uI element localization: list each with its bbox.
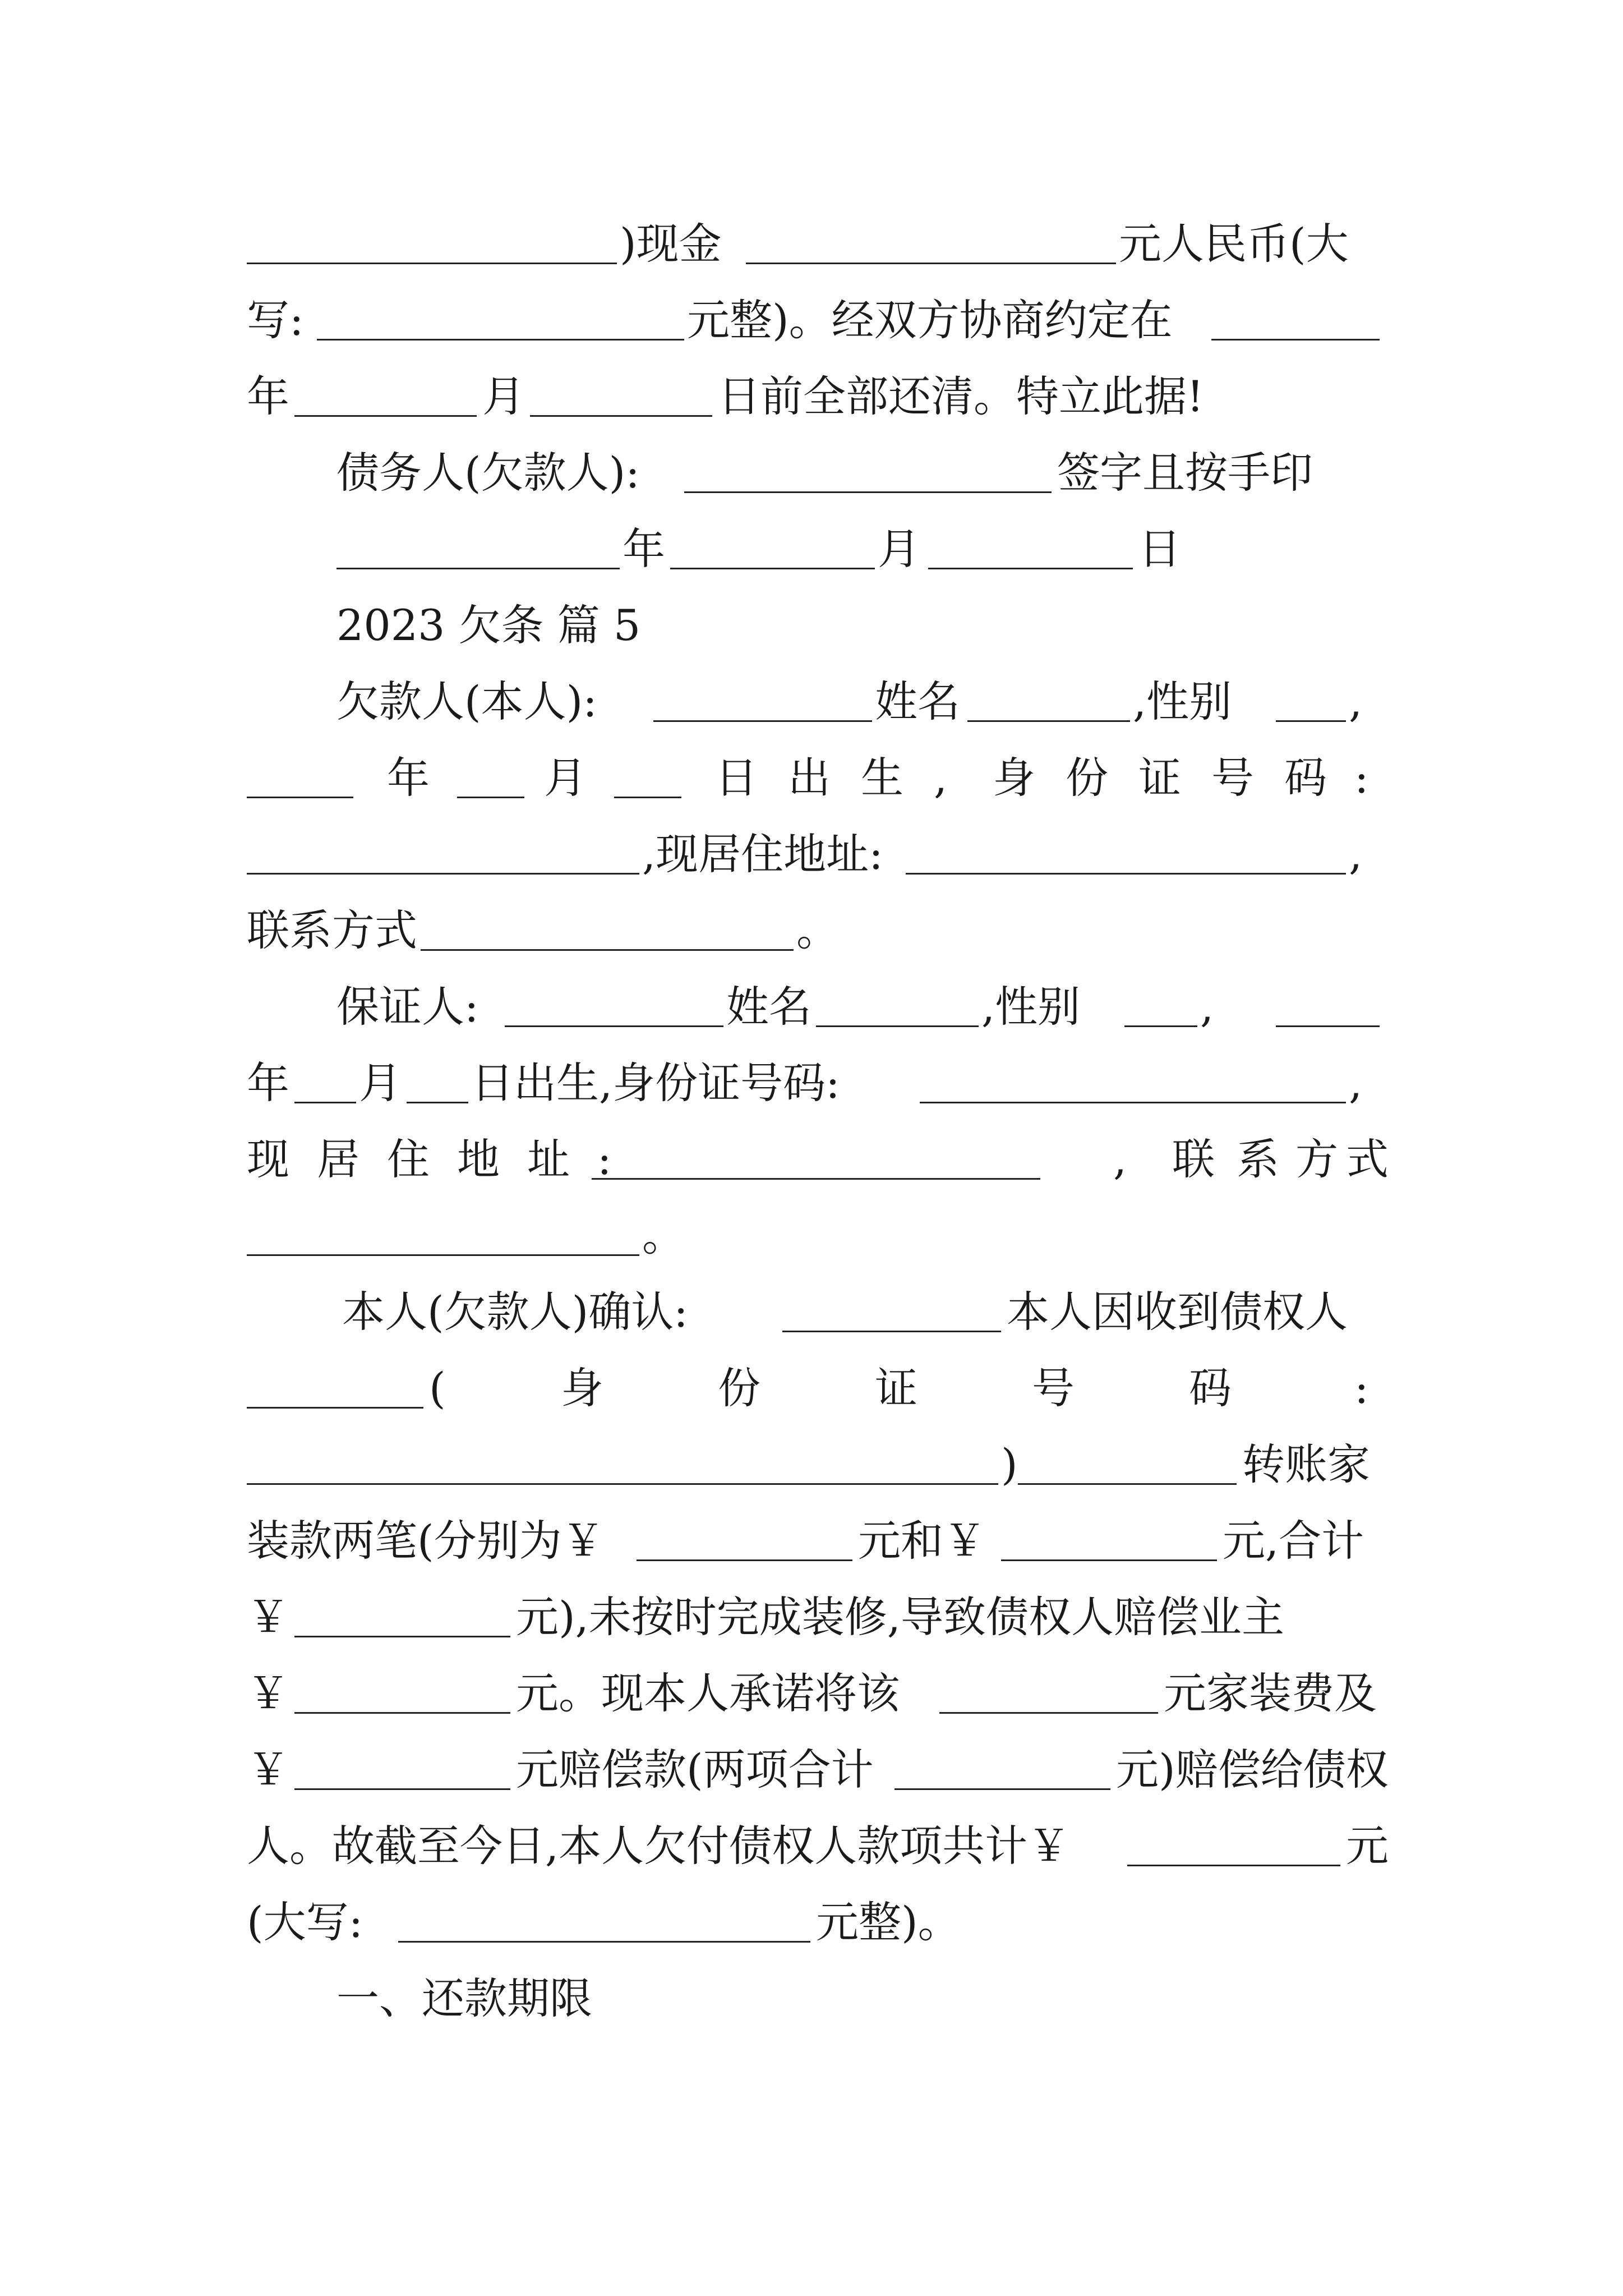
text-segment: 份 (1066, 753, 1108, 803)
text-segment: 元),未按时完成装修,导致债权人赔偿业主 (516, 1592, 1284, 1642)
fill-blank (421, 949, 794, 951)
text-segment: 份 (718, 1363, 760, 1413)
text-line (247, 366, 1380, 427)
fill-blank (614, 797, 681, 798)
text-segment: ,性别 (981, 982, 1081, 1032)
text-line (247, 900, 1380, 961)
fill-blank (457, 797, 524, 798)
text-segment: 元,合计 (1223, 1516, 1364, 1566)
fill-blank (247, 263, 617, 264)
text-segment: , (1349, 1058, 1363, 1108)
text-segment: 址 (527, 1134, 570, 1184)
text-segment: 元赔偿款(两项合计 (516, 1745, 874, 1795)
text-segment: , (1349, 677, 1363, 726)
text-segment: ￥ (247, 1668, 289, 1718)
fill-blank (317, 339, 684, 341)
text-segment: 。 (642, 1211, 685, 1260)
fill-blank (336, 568, 620, 569)
text-segment: 元)赔偿给债权 (1116, 1745, 1389, 1795)
fill-blank (1018, 1483, 1237, 1485)
text-segment: 式 (1346, 1134, 1389, 1184)
section-heading: 2023 欠条 篇 5 (336, 600, 641, 650)
fill-blank (1276, 1025, 1380, 1027)
text-segment: : (1354, 1363, 1369, 1413)
text-segment: 证 (1138, 753, 1181, 803)
text-segment: 码 (1284, 753, 1327, 803)
text-segment: : (1354, 753, 1369, 803)
text-segment: 住 (387, 1134, 430, 1184)
fill-blank (247, 1254, 639, 1256)
fill-blank (920, 1102, 1346, 1103)
fill-blank (782, 1331, 1001, 1332)
text-line (247, 1739, 1389, 1801)
text-segment: ￥ (247, 1745, 289, 1795)
text-segment: 年 (247, 1058, 289, 1108)
text-segment: 姓名 (875, 677, 960, 726)
fill-blank (294, 1636, 510, 1637)
text-segment: , (934, 753, 948, 803)
text-line (247, 213, 1380, 275)
fill-blank (1001, 1559, 1217, 1561)
text-segment: 号 (1032, 1363, 1075, 1413)
text-segment: 年 (247, 371, 289, 421)
text-segment: 身 (993, 753, 1035, 803)
fill-blank (247, 1483, 998, 1485)
text-segment: 日出生,身份证号码: (471, 1058, 840, 1108)
text-line (247, 595, 1380, 656)
fill-blank (294, 1788, 510, 1790)
fill-blank (407, 1102, 468, 1103)
text-segment: 联系方式 (247, 905, 417, 955)
text-segment: 月 (878, 524, 920, 574)
text-segment: ￥ (247, 1592, 289, 1642)
text-segment: , (1349, 829, 1363, 879)
text-segment: (大写: (247, 1897, 363, 1947)
text-segment: 出 (788, 753, 831, 803)
fill-blank (816, 1025, 979, 1027)
fill-blank (895, 1788, 1110, 1790)
text-segment: 证 (875, 1363, 917, 1413)
text-segment: 方 (1295, 1134, 1338, 1184)
text-line (247, 442, 1380, 504)
text-line (247, 976, 1380, 1038)
text-line (247, 1281, 1380, 1343)
text-segment: 生 (861, 753, 903, 803)
fill-blank (530, 415, 712, 417)
text-line (247, 518, 1380, 580)
fill-blank (294, 1712, 510, 1714)
text-segment: 现 (247, 1134, 289, 1184)
text-line (247, 1892, 1380, 1953)
text-segment: ,性别 (1133, 677, 1232, 726)
text-line (247, 671, 1380, 733)
fill-blank (294, 415, 477, 417)
text-segment: 日 (1138, 524, 1181, 574)
text-segment: 欠款人(本人): (336, 677, 597, 726)
text-line (247, 1663, 1380, 1724)
text-segment: 保证人: (336, 982, 479, 1032)
text-segment: ( (429, 1363, 446, 1413)
text-line (247, 823, 1380, 885)
section-heading: 一、还款期限 (336, 1973, 592, 2023)
text-line (247, 1510, 1380, 1572)
fill-blank (1211, 339, 1380, 341)
text-segment: 系 (1237, 1134, 1279, 1184)
text-segment: 装款两笔(分别为￥ (247, 1516, 605, 1566)
fill-blank (398, 1941, 810, 1943)
text-line (247, 1129, 1389, 1190)
text-segment: 联 (1172, 1134, 1215, 1184)
fill-blank (637, 1559, 852, 1561)
text-segment: 元整)。经双方协商约定在 (687, 295, 1173, 345)
text-segment: 元整)。 (816, 1897, 961, 1947)
text-segment: 元 (1346, 1821, 1389, 1871)
fill-blank (247, 797, 353, 798)
fill-blank (928, 568, 1133, 569)
fill-blank (939, 1712, 1158, 1714)
text-segment: 年 (623, 524, 665, 574)
text-segment: 月 (359, 1058, 402, 1108)
text-segment: 人。故截至今日,本人欠付债权人款项共计￥ (247, 1821, 1071, 1871)
text-segment: , (1113, 1134, 1127, 1184)
text-segment: )现金 (620, 219, 722, 269)
text-segment: 月 (482, 371, 525, 421)
text-line (247, 747, 1380, 809)
fill-blank (247, 873, 639, 875)
text-segment: ,现居住地址: (642, 829, 883, 879)
text-line (247, 1815, 1389, 1877)
text-segment: 转账家 (1242, 1439, 1370, 1489)
text-line (247, 1968, 1380, 2030)
fill-blank (592, 1178, 1040, 1180)
text-segment: 居 (317, 1134, 359, 1184)
text-segment: 年 (387, 753, 430, 803)
text-line (247, 1052, 1380, 1114)
fill-blank (505, 1025, 723, 1027)
text-segment: 本人因收到债权人 (1007, 1287, 1348, 1337)
text-segment: 码 (1189, 1363, 1232, 1413)
text-segment: 签字且按手印 (1057, 448, 1313, 498)
text-segment: 地 (457, 1134, 500, 1184)
text-segment: 写: (247, 295, 304, 345)
text-segment: 号 (1211, 753, 1254, 803)
fill-blank (684, 491, 1052, 493)
text-line (247, 1434, 1380, 1496)
text-segment: 本人(欠款人)确认: (342, 1287, 688, 1337)
fill-blank (967, 720, 1130, 722)
fill-blank (247, 1407, 423, 1409)
fill-blank (653, 720, 872, 722)
text-segment: 债务人(欠款人): (336, 448, 640, 498)
text-segment: 日前全部还清。特立此据! (718, 371, 1204, 421)
text-segment: 姓名 (726, 982, 811, 1032)
text-segment: ) (1001, 1439, 1018, 1489)
text-line (247, 1358, 1380, 1419)
fill-blank (746, 263, 1116, 264)
fill-blank (906, 873, 1346, 875)
text-line (247, 1205, 1380, 1267)
text-segment: , (1200, 982, 1214, 1032)
fill-blank (670, 568, 875, 569)
text-line (247, 1586, 1380, 1648)
text-segment: 身 (561, 1363, 603, 1413)
text-segment: 元。现本人承诺将该 (516, 1668, 900, 1718)
text-line (247, 289, 1380, 351)
text-segment: 元家装费及 (1164, 1668, 1377, 1718)
fill-blank (1276, 720, 1346, 722)
fill-blank (1127, 1865, 1340, 1866)
fill-blank (294, 1102, 356, 1103)
text-segment: 日 (715, 753, 758, 803)
fill-blank (1124, 1025, 1197, 1027)
text-segment: 月 (544, 753, 587, 803)
text-segment: 。 (796, 905, 839, 955)
text-segment: 元人民币(大 (1119, 219, 1349, 269)
text-segment: : (597, 1134, 612, 1184)
text-segment: 元和￥ (858, 1516, 986, 1566)
